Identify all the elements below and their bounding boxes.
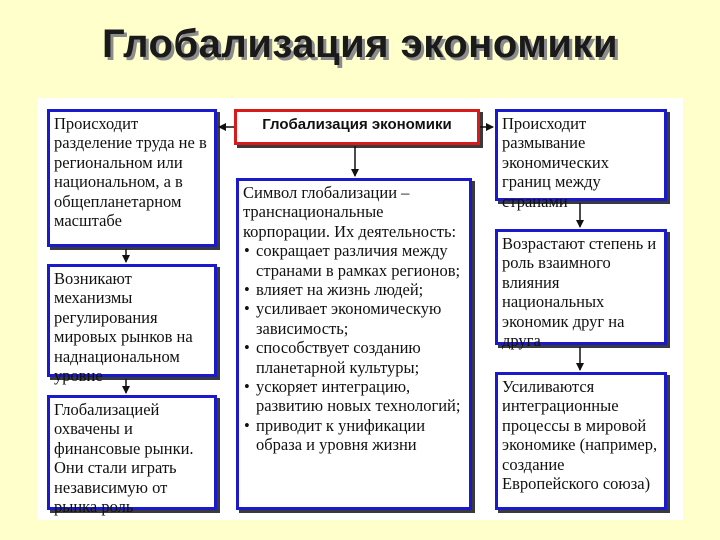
center-bullet: • влияет на жизнь людей; bbox=[243, 280, 465, 299]
center-bullet-list bbox=[243, 241, 465, 454]
right-box-1: Происходит размывание экономических границ между странами bbox=[495, 109, 667, 201]
center-body-box bbox=[236, 178, 472, 510]
left-box-3: Глобализацией охвачены и финансовые рынки. Они стали играть независимую от рынка роль bbox=[47, 395, 217, 510]
center-title-box: Глобализация экономики bbox=[234, 109, 480, 145]
center-bullet: • сокращает различия между странами в рамках регионов; bbox=[243, 241, 465, 280]
slide-title: Глобализация экономики bbox=[101, 22, 619, 66]
left-box-1: Происходит разделение труда не в региональном или национальном, а в общепланетарном масштабе bbox=[47, 109, 217, 247]
center-bullet: • ускоряет интеграцию, развитию новых технологий; bbox=[243, 377, 465, 416]
right-box-3: Усиливаются интеграционные процессы в мировой экономике (например, создание Европейского союза) bbox=[495, 372, 667, 510]
center-bullet: • способствует созданию планетарной культуры; bbox=[243, 338, 465, 377]
center-bullet: • усиливает экономическую зависимость; bbox=[243, 299, 465, 338]
left-box-2: Возникают механизмы регулирования мировых рынков на наднациональном уровне bbox=[47, 264, 217, 377]
center-bullet: • приводит к унификации образа и уровня жизни bbox=[243, 416, 465, 455]
right-box-2: Возрастают степень и роль взаимного влияния национальных экономик друг на друга bbox=[495, 229, 667, 345]
center-intro: Символ глобализации – транснациональные корпорации. Их деятельность: bbox=[243, 183, 457, 241]
